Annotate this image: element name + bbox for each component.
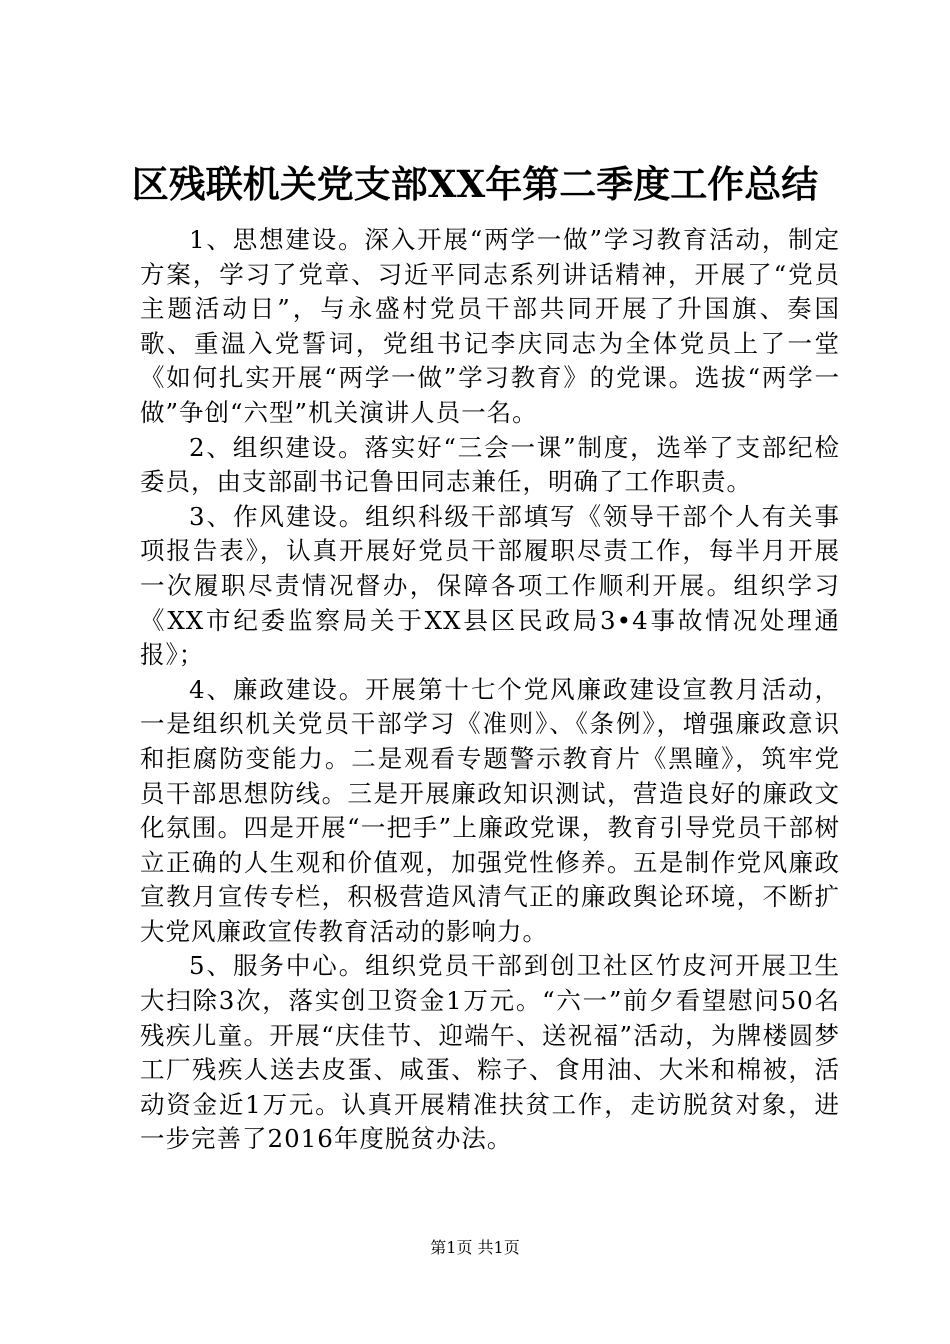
paragraph-integrity-building: 4、廉政建设。开展第十七个党风廉政建设宣教月活动，一是组织机关党员干部学习《准则》、《条例》，增强廉政意识和拒腐防变能力。二是观看专题警示教育片《黑瞳》，筑牢党员干部思想防线。三是开展廉政知识测试，营造良好的廉政文化氛围。四是开展“一把手”上廉政党课，教育引导党员干部树立正确的人生观和价值观，加强党性修养。五是制作党风廉政宣教月宣传专栏，积极营造风清气正的廉政舆论环境，不断扩大党风廉政宣传教育活动的影响力。 [140, 674, 840, 946]
paragraph-service-center: 5、服务中心。组织党员干部到创卫社区竹皮河开展卫生大扫除3次，落实创卫资金1万元。“六一”前夕看望慰问50名残疾儿童。开展“庆佳节、迎端午、送祝福”活动，为牌楼圆梦工厂残疾人送去皮蛋、咸蛋、粽子、食用油、大米和棉被，活动资金近1万元。认真开展精准扶贫工作，走访脱贫对象，进一步完善了2016年度脱贫办法。 [140, 951, 840, 1154]
paragraph-organizational-building: 2、组织建设。落实好“三会一课”制度，选举了支部纪检委员，由支部副书记鲁田同志兼任，明确了工作职责。 [140, 432, 840, 497]
document-title: 区残联机关党支部XX年第二季度工作总结 [131, 162, 819, 206]
paragraph-ideological-building: 1、思想建设。深入开展“两学一做”学习教育活动，制定方案，学习了党章、习近平同志系列讲话精神，开展了“党员主题活动日”，与永盛村党员干部共同开展了升国旗、奏国歌、重温入党誓词，党组书记李庆同志为全体党员上了一堂《如何扎实开展“两学一做”学习教育》的党课。选拔“两学一做”争创“六型”机关演讲人员一名。 [140, 225, 840, 427]
page-footer: 第1页 共1页 [430, 1238, 520, 1257]
paragraph-work-style-building: 3、作风建设。组织科级干部填写《领导干部个人有关事项报告表》，认真开展好党员干部履职尽责工作，每半月开展一次履职尽责情况督办，保障各项工作顺利开展。组织学习《XX市纪委监察局关于XX县区民政局3•4事故情况处理通报》； [140, 501, 840, 670]
document-body [140, 223, 840, 1157]
